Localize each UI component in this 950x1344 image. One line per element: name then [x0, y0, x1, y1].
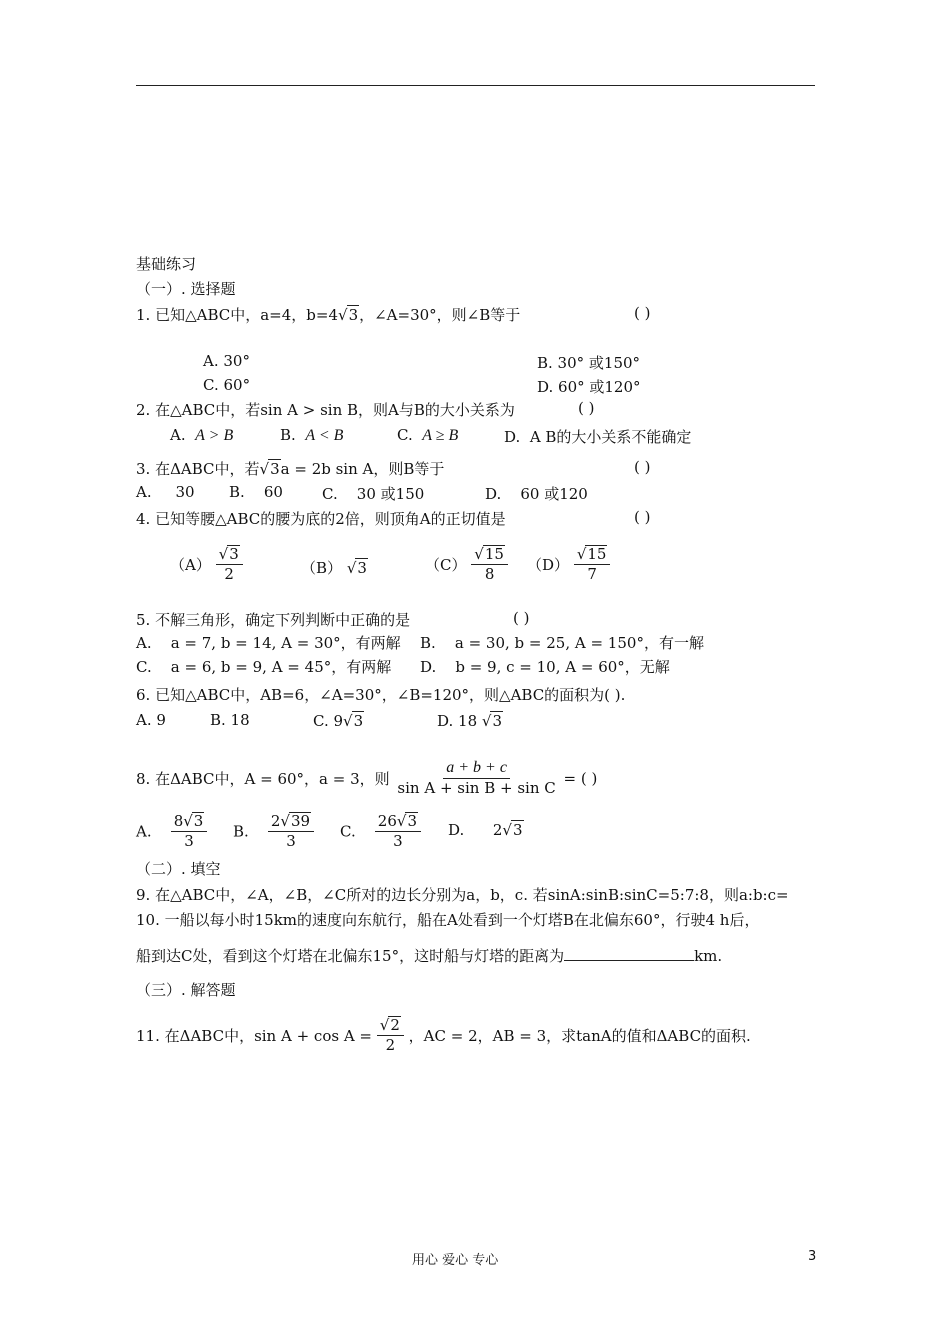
footer-motto: 用心 爱心 专心 [412, 1253, 499, 1268]
question-9: 9. 在△ABC中，∠A，∠B，∠C所对的边长分别为a，b，c. 若sinA:sinB:sinC=5:7:8，则a:b:c= [136, 886, 789, 904]
q3-option-c: C. 30 或150 [322, 485, 425, 503]
question-3: 3. 在ΔABC中，若√3a = 2b sin A，则B等于 [136, 460, 445, 478]
q6-option-d: D. 18 √3 [437, 712, 503, 730]
sqrt-symbol: √3 [338, 306, 359, 324]
q3-option-b: B. 60 [229, 483, 283, 501]
q2-answer-paren: ( ) [578, 399, 595, 417]
section-basic: 基础练习 [136, 255, 197, 273]
q4-option-c: （C） $\frac{√15}{8}$ [425, 545, 508, 584]
question-10-line2: 船到达C处，看到这个灯塔在北偏东15°，这时船与灯塔的距离为 km. [136, 947, 723, 965]
question-4: 4. 已知等腰△ABC的腰为底的2倍，则顶角A的正切值是 [136, 510, 506, 528]
q3-answer-paren: ( ) [634, 458, 651, 476]
q1-option-c: C. 60° [203, 376, 251, 394]
q4-option-a: （A） $\frac{√3}{2}$ [170, 545, 243, 584]
q5-option-b: B. a = 30, b = 25, A = 150°，有一解 [420, 634, 704, 652]
question-8: 8. 在ΔABC中，A = 60°，a = 3，则 $\frac{a + b + c}{\text{sin A + sin B + sin C}}$ = ( ) [136, 759, 598, 798]
q8-option-c: C. $\frac{26√3}{3}$ [340, 812, 421, 851]
q2-option-b: B. A < B [280, 426, 344, 444]
q2-option-a: A. A > B [170, 426, 234, 444]
q8-option-b: B. $\frac{2√39}{3}$ [233, 812, 314, 851]
question-5: 5. 不解三角形，确定下列判断中正确的是 [136, 611, 411, 629]
q5-option-a: A. a = 7, b = 14, A = 30°，有两解 [136, 634, 401, 652]
q11-fraction: $\frac{√2}{2}$ [377, 1016, 404, 1055]
q4-answer-paren: ( ) [634, 508, 651, 526]
q8-option-d: D. 2√3 [448, 821, 523, 839]
q3-option-d: D. 60 或120 [485, 485, 588, 503]
q6-option-c: C. 9√3 [313, 712, 364, 730]
q1-stem-a: 1. 已知△ABC中，a=4，b=4 [136, 306, 338, 324]
q1-option-b: B. 30° 或150° [537, 354, 641, 372]
q4-option-d: （D） $\frac{√15}{7}$ [527, 545, 610, 584]
section-fill: （二）. 填空 [136, 860, 221, 878]
q2-option-d: D. A B的大小关系不能确定 [504, 428, 692, 446]
q5-option-d: D. b = 9, c = 10, A = 60°，无解 [420, 658, 670, 676]
q5-answer-paren: ( ) [513, 609, 530, 627]
q6-option-b: B. 18 [210, 711, 250, 729]
q2-option-c: C. A ≥ B [397, 426, 459, 444]
q1-option-a: A. 30° [203, 352, 250, 370]
question-10-line1: 10. 一船以每小时15km的速度向东航行，船在A处看到一个灯塔B在北偏东60°，行驶4 h后， [136, 911, 760, 929]
q6-option-a: A. 9 [136, 711, 166, 729]
question-2: 2. 在△ABC中，若sin A > sin B，则A与B的大小关系为 [136, 401, 515, 419]
question-1 [136, 304, 520, 325]
section-solve: （三）. 解答题 [136, 981, 236, 999]
sqrt-symbol: √3 [259, 460, 280, 478]
page-number: 3 [808, 1249, 817, 1264]
q1-stem-b: ，∠A=30°，则∠B等于 [359, 306, 521, 324]
question-6: 6. 已知△ABC中，AB=6，∠A=30°，∠B=120°，则△ABC的面积为( ). [136, 686, 626, 704]
q8-fraction: $\frac{a + b + c}{\text{sin A + sin B + sin C}}$ [397, 759, 556, 798]
header-rule [136, 85, 815, 86]
q3-option-a: A. 30 [136, 483, 195, 501]
question-11: 11. 在ΔABC中，sin A + cos A = $\frac{√2}{2}$ ，AC = 2，AB = 3，求tanA的值和ΔABC的面积. [136, 1016, 751, 1055]
answer-blank[interactable] [564, 946, 694, 961]
q1-answer-paren: ( ) [634, 304, 651, 322]
q5-option-c: C. a = 6, b = 9, A = 45°，有两解 [136, 658, 392, 676]
q8-option-a: A. $\frac{8√3}{3}$ [136, 812, 207, 851]
q1-option-d: D. 60° 或120° [537, 378, 641, 396]
section-choice: （一）. 选择题 [136, 280, 236, 298]
q4-option-b: （B） √3 [301, 559, 367, 577]
